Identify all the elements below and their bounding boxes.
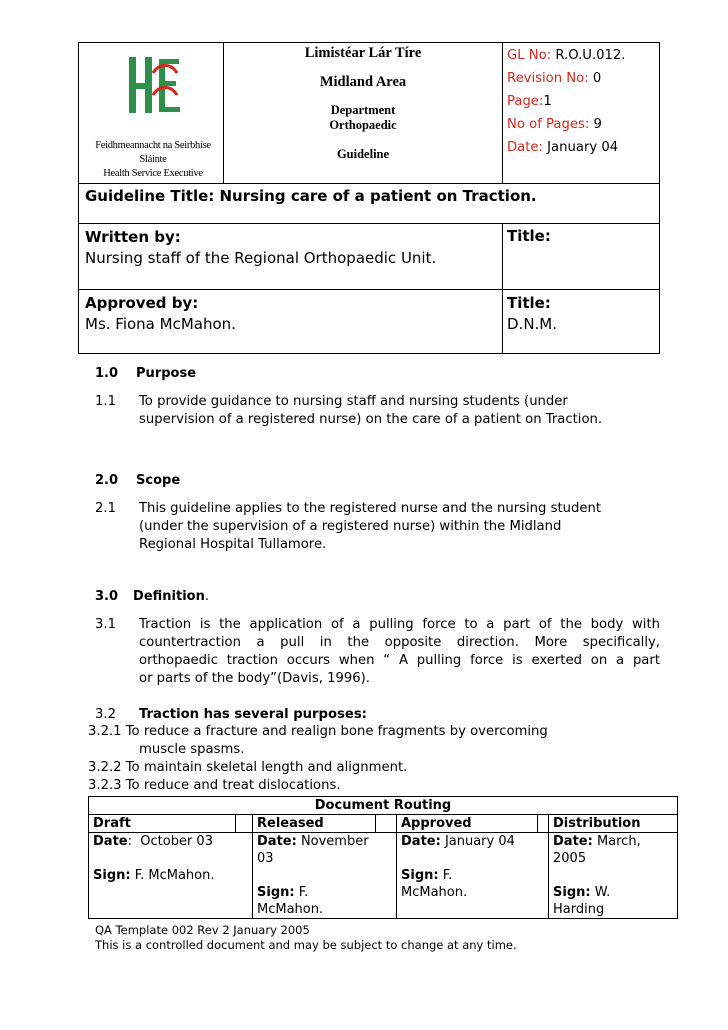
logo-text-irish: Feidhmeannacht na Seirbhíse Sláinte: [95, 140, 211, 165]
area-cell: [224, 43, 503, 184]
col-draft: Draft: [89, 815, 236, 833]
list-item: 3.2.2 To maintain skeletal length and alignment.: [88, 760, 408, 775]
guideline-title: Guideline Title: Nursing care of a patient on Traction.: [79, 184, 660, 224]
table-row: Date: October 03 Sign: F. McMahon. Date: November 03 Sign: F. McMahon. Date: January 04 Sign: F. McMahon. Date: March, 2005 Sign: W. Harding: [89, 833, 678, 919]
revision-value: 0: [592, 71, 602, 86]
document-header-table: [78, 42, 660, 354]
title-cell-2: [503, 290, 660, 354]
section-2-1-text: This guideline applies to the registered nurse and the nursing student (under the supervision of a registered nurse) within the Midland Regional Hospital Tullamore.: [139, 501, 601, 552]
footer: [95, 923, 517, 953]
section-3-1-text: Traction is the application of a pulling force to a part of the body with countertraction a pull in the opposite direction. More specifically, orthopaedic traction occurs when “ A pulling force is exerted on a part or parts of the body”(Davis, 1996).: [139, 617, 660, 686]
page-label: Page:: [507, 94, 544, 109]
date-label: Date:: [507, 140, 543, 155]
footer-template: QA Template 002 Rev 2 January 2005: [95, 923, 310, 937]
pages-value: 9: [593, 117, 602, 132]
section-2-1-num: 2.1: [95, 501, 116, 516]
department-label: Department: [330, 103, 396, 117]
list-item: muscle spasms.: [139, 742, 245, 757]
section-2-heading: 2.0 Scope: [95, 473, 181, 488]
doc-type: Guideline: [336, 147, 390, 161]
pages-label: No of Pages:: [507, 117, 590, 132]
section-3-2-title: Traction has several purposes:: [139, 707, 367, 722]
title-label-2: Title:: [507, 294, 551, 312]
list-item: 3.2.3 To reduce and treat dislocations.: [88, 778, 341, 793]
released-sign: Sign: F.: [257, 885, 309, 900]
document-routing-table: [88, 796, 678, 919]
approved-by-label: Approved by:: [85, 294, 199, 312]
footer-disclaimer: This is a controlled document and may be subject to change at any time.: [95, 938, 517, 952]
gl-no-value: R.O.U.012.: [555, 48, 626, 63]
section-1-heading: 1.0 Purpose: [95, 366, 197, 381]
logo-text-english: Health Service Executive: [103, 168, 203, 179]
released-date: Date: November: [257, 834, 369, 849]
distribution-sign: Sign: W.: [553, 885, 611, 900]
routing-title: Document Routing: [89, 797, 678, 815]
area-english: Midland Area: [319, 74, 407, 90]
approved-by-value: Ms. Fiona McMahon.: [85, 315, 236, 333]
section-1-1-num: 1.1: [95, 394, 116, 409]
written-by-value: Nursing staff of the Regional Orthopaedic Unit.: [85, 249, 437, 267]
distribution-date: Date: March,: [553, 834, 641, 849]
title-label-1: Title:: [507, 227, 551, 245]
col-approved: Approved: [397, 815, 538, 833]
section-3-2-num: 3.2: [95, 707, 116, 722]
title-value-2: D.N.M.: [507, 315, 558, 333]
section-3-heading: 3.0 Definition.: [95, 589, 209, 604]
col-distribution: Distribution: [549, 815, 678, 833]
page-value: 1: [543, 94, 552, 109]
list-item: 3.2.1 To reduce a fracture and realign bone fragments by overcoming: [88, 724, 548, 739]
date-value: January 04: [547, 140, 619, 155]
draft-sign: Sign: F. McMahon.: [93, 868, 215, 883]
gl-no-label: GL No:: [507, 48, 552, 63]
written-by-label: Written by:: [85, 228, 181, 246]
title-cell-1: [503, 224, 660, 290]
approved-sign: Sign: F.: [401, 868, 453, 883]
col-released: Released: [253, 815, 376, 833]
section-3-1-num: 3.1: [95, 617, 116, 632]
logo-cell: [79, 43, 224, 184]
written-by-cell: [79, 224, 503, 290]
department-name: Orthopaedic: [329, 118, 397, 132]
control-info-cell: [503, 43, 660, 184]
area-irish: Limistéar Lár Tíre: [304, 45, 422, 61]
revision-label: Revision No:: [507, 71, 589, 86]
section-1-1-text: To provide guidance to nursing staff and nursing students (under supervision of a registered nurse) on the care of a patient on Traction.: [139, 394, 603, 427]
section-3-2-list: [88, 723, 548, 795]
draft-date: Date: October 03: [93, 834, 213, 849]
approved-by-cell: [79, 290, 503, 354]
approved-date: Date: January 04: [401, 834, 515, 849]
